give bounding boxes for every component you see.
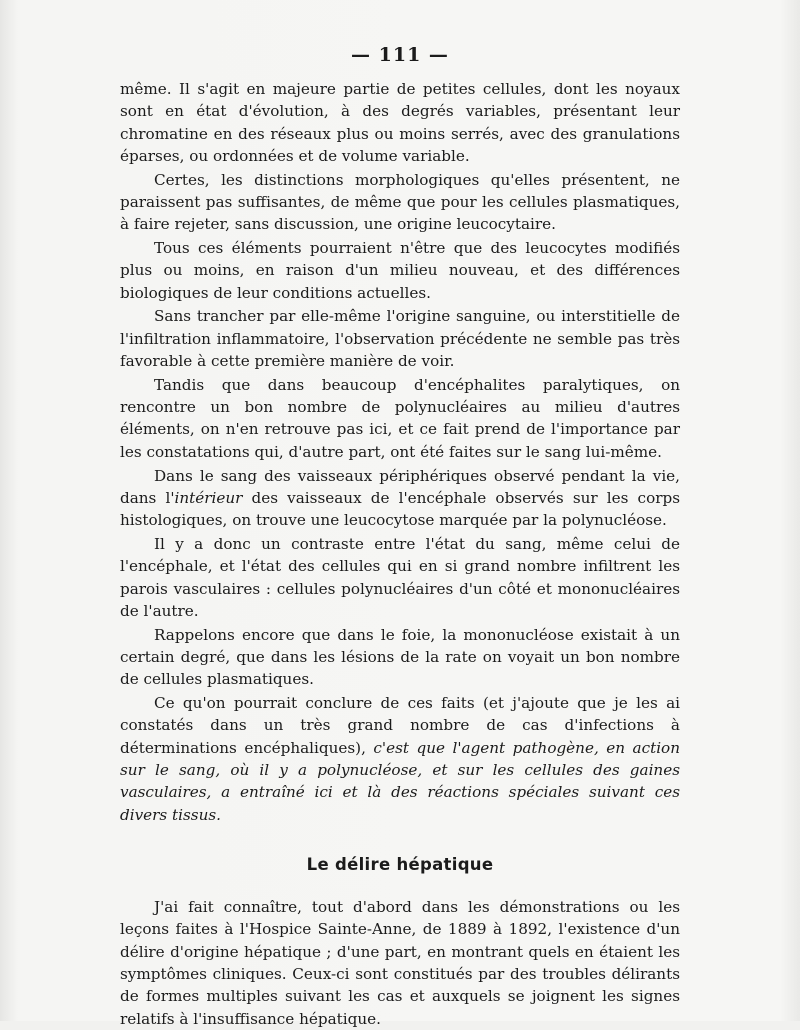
- paragraph-conclusion: [120, 692, 680, 826]
- paragraph-conclusion-start: Ce qu'on pourrait conclure de ces faits (et j'ajoute que je les ai constatés dans un très grand nombre de cas d'infections à déterminations encéphaliques),: [120, 694, 680, 757]
- paragraph-interieur-end: des vaisseaux de l'encéphale observés sur les corps histologiques, on trouve une leucocytose marquée par la polynucléose.: [120, 488, 680, 530]
- paragraph-3: Tous ces éléments pourraient n'être que des leucocytes modifiés plus ou moins, en raison d'un milieu nouveau, et des différences biologiques de leur conditions actuelles.: [120, 239, 680, 302]
- paragraph-1: même. Il s'agit en majeure partie de petites cellules, dont les noyaux sont en état d'évolution, à des degrés variables, présentant leur chromatine en des réseaux plus ou moins serrés, avec des granulations éparses, ou ordonnées et de volume variable.: [120, 80, 680, 165]
- section-paragraph: J'ai fait connaître, tout d'abord dans les démonstrations ou les leçons faites à l'Hospice Sainte-Anne, de 1889 à 1892, l'existence d'un délire d'origine hépatique ; d'une part, en montrant quels en étaient les symptômes cliniques. Ceux-ci sont constitués par des troubles délirants de formes multiples suivant les cas et auxquels se joignent les signes relatifs à l'insuffisance hépatique.: [120, 898, 680, 1028]
- page-number: — 111 —: [351, 44, 449, 66]
- paragraph-conclusion-italic: c'est que l'agent pathogène, en action sur le sang, où il y a polynucléose, et sur les cellules des gaines vasculaires, a entraîné ici et là des réactions spéciales suivant ces divers tissus.: [120, 738, 680, 824]
- body-text: [120, 78, 680, 1030]
- section-title: Le délire hépatique: [306, 854, 494, 874]
- paragraph-5: Tandis que dans beaucoup d'encéphalites paralytiques, on rencontre un bon nombre de polynucléaires au milieu d'autres éléments, on n'en retrouve pas ici, et ce fait prend de l'importance par les constatations qui, d'autre part, ont été faites sur le sang lui-même.: [120, 375, 680, 461]
- paragraph-interieur-start: Dans le sang des vaisseaux périphériques observé pendant la vie, dans l': [120, 466, 680, 507]
- paragraph-contrast: Il y a donc un contraste entre l'état du sang, même celui de l'encéphale, et l'état des cellules qui en si grand nombre infiltrent les parois vasculaires : cellules polynucléaires d'un côté et mononucléaires de l'autre.: [120, 534, 680, 620]
- paragraph-interieur: [120, 465, 680, 532]
- paragraph-2: Certes, les distinctions morphologiques qu'elles présentent, ne paraissent pas suffisantes, de même que pour les cellules plasmatiques, à faire rejeter, sans discussion, une origine leucocytaire.: [120, 170, 680, 234]
- paragraph-4: Sans trancher par elle-même l'origine sanguine, ou interstitielle de l'infiltration inflammatoire, l'observation précédente ne semble pas très favorable à cette première manière de voir.: [120, 307, 680, 371]
- paragraph-rappelons: Rappelons encore que dans le foie, la mononucléose existait à un certain degré, que dans les lésions de la rate on voyait un bon nombre de cellules plasmatiques.: [120, 625, 680, 689]
- paragraph-interieur-italic: intérieur: [174, 488, 243, 507]
